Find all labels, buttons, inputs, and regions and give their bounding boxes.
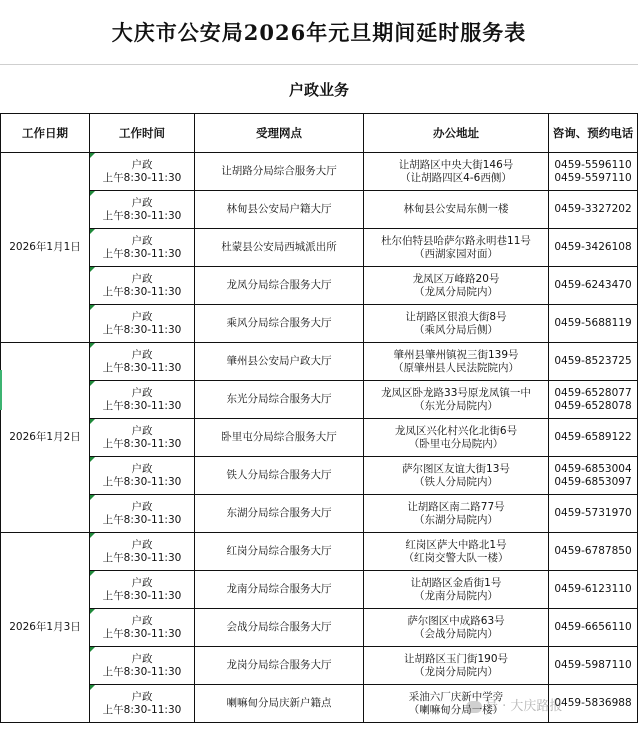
cell-date[interactable]: 2026年1月3日 <box>1 533 90 723</box>
table-row <box>1 343 638 381</box>
cell-office[interactable]: 龙凤分局综合服务大厅 <box>195 267 364 305</box>
cell-address[interactable] <box>364 457 549 495</box>
cell-phone[interactable] <box>549 191 638 229</box>
cell-address[interactable] <box>364 191 549 229</box>
cell-date[interactable]: 2026年1月2日 <box>1 343 90 533</box>
cell-address-line: （原肇州县人民法院院内） <box>393 361 519 374</box>
cell-phone-line: 0459-6787850 <box>554 545 632 557</box>
section-title: 户政业务 <box>288 80 349 99</box>
cell-address[interactable] <box>364 381 549 419</box>
cell-time[interactable] <box>90 647 195 685</box>
cell-office[interactable]: 龙南分局综合服务大厅 <box>195 571 364 609</box>
cell-phone[interactable] <box>549 571 638 609</box>
cell-time-line: 上午8:30-11:30 <box>102 475 182 488</box>
cell-phone[interactable] <box>549 343 638 381</box>
cell-phone-line: 0459-6528077 <box>554 386 632 399</box>
cell-address-line: 杜尔伯特县哈萨尔路永明巷11号 <box>381 234 531 247</box>
cell-time-line: 户政 <box>131 196 153 209</box>
cell-phone-line: 0459-5987110 <box>554 659 632 671</box>
cell-time-line: 户政 <box>131 500 153 513</box>
cell-address-line: 让胡路区南二路77号 <box>407 500 505 513</box>
cell-address[interactable] <box>364 647 549 685</box>
cell-phone[interactable] <box>549 419 638 457</box>
table-row <box>1 153 638 191</box>
cell-office[interactable]: 让胡路分局综合服务大厅 <box>195 153 364 191</box>
page-title: 大庆市公安局2026年元旦期间延时服务表 <box>111 20 527 45</box>
table-row <box>1 457 638 495</box>
table-row <box>1 381 638 419</box>
cell-address-line: （西湖家园对面） <box>414 247 498 260</box>
cell-office[interactable]: 卧里屯分局综合服务大厅 <box>195 419 364 457</box>
cell-address[interactable] <box>364 419 549 457</box>
cell-phone[interactable] <box>549 153 638 191</box>
cell-time-line: 上午8:30-11:30 <box>102 513 182 526</box>
cell-phone-line: 0459-6243470 <box>554 279 632 291</box>
cell-time-line: 上午8:30-11:30 <box>102 209 182 222</box>
cell-address[interactable] <box>364 229 549 267</box>
cell-office[interactable]: 林甸县公安局户籍大厅 <box>195 191 364 229</box>
cell-phone-line: 0459-6589122 <box>554 431 632 443</box>
cell-time-line: 户政 <box>131 576 153 589</box>
cell-address[interactable] <box>364 533 549 571</box>
watermark-text: 号 · 大庆路报 <box>485 699 563 714</box>
cell-phone[interactable] <box>549 495 638 533</box>
cell-address-line: 让胡路区中央大街146号 <box>398 158 514 171</box>
cell-time-line: 上午8:30-11:30 <box>102 627 182 640</box>
cell-phone[interactable] <box>549 381 638 419</box>
cell-address-line: （卧里屯分局院内） <box>408 437 504 450</box>
cell-time-line: 户政 <box>131 310 153 323</box>
cell-time-line: 户政 <box>131 158 153 171</box>
cell-time[interactable] <box>90 191 195 229</box>
cell-address-line: 让胡路区金盾街1号 <box>410 576 502 589</box>
cell-time-line: 上午8:30-11:30 <box>102 589 182 602</box>
cell-address-line: （乘风分局后侧） <box>414 323 498 336</box>
section-row <box>0 65 638 113</box>
cell-time-line: 户政 <box>131 652 153 665</box>
cell-time[interactable] <box>90 533 195 571</box>
cell-address-line: 肇州县肇州镇祝三街139号 <box>393 348 519 361</box>
cell-address-line: （会战分局院内） <box>414 627 498 640</box>
cell-address-line: 让胡路区银浪大街8号 <box>405 310 507 323</box>
cell-office[interactable]: 东光分局综合服务大厅 <box>195 381 364 419</box>
service-table <box>0 113 638 723</box>
cell-address-line: （龙凤分局院内） <box>414 285 498 298</box>
cell-office[interactable]: 喇嘛甸分局庆新户籍点 <box>195 685 364 723</box>
cell-time-line: 上午8:30-11:30 <box>102 171 182 184</box>
cell-time-line: 户政 <box>131 234 153 247</box>
cell-time[interactable] <box>90 229 195 267</box>
header-address: 办公地址 <box>364 114 549 153</box>
cell-phone[interactable] <box>549 533 638 571</box>
cell-phone[interactable] <box>549 305 638 343</box>
cell-time[interactable] <box>90 381 195 419</box>
cell-office[interactable]: 肇州县公安局户政大厅 <box>195 343 364 381</box>
table-row <box>1 267 638 305</box>
cell-time[interactable] <box>90 495 195 533</box>
cell-phone-line: 0459-6123110 <box>554 583 632 595</box>
table-row <box>1 609 638 647</box>
wechat-icon <box>466 701 482 713</box>
cell-time[interactable] <box>90 457 195 495</box>
cell-time-line: 上午8:30-11:30 <box>102 551 182 564</box>
cell-phone-line: 0459-5836988 <box>554 697 632 709</box>
cell-time-line: 上午8:30-11:30 <box>102 323 182 336</box>
cell-phone-line: 0459-3426108 <box>554 241 632 253</box>
cell-time-line: 户政 <box>131 462 153 475</box>
cell-address-line: （铁人分局院内） <box>414 475 498 488</box>
table-row <box>1 419 638 457</box>
cell-time[interactable] <box>90 267 195 305</box>
header-office: 受理网点 <box>195 114 364 153</box>
cell-time-line: 上午8:30-11:30 <box>102 703 182 716</box>
cell-address[interactable] <box>364 267 549 305</box>
cell-address[interactable] <box>364 571 549 609</box>
cell-date[interactable]: 2026年1月1日 <box>1 153 90 343</box>
row-resize-indicator <box>0 370 2 410</box>
cell-address-line: 让胡路区玉门街190号 <box>403 652 509 665</box>
cell-phone[interactable] <box>549 457 638 495</box>
cell-address-line: （龙南分局院内） <box>414 589 498 602</box>
cell-phone[interactable] <box>549 647 638 685</box>
cell-time[interactable] <box>90 343 195 381</box>
watermark <box>466 695 562 714</box>
cell-time-line: 上午8:30-11:30 <box>102 247 182 260</box>
cell-office[interactable]: 乘风分局综合服务大厅 <box>195 305 364 343</box>
cell-phone-line: 0459-6853004 <box>554 462 632 475</box>
cell-address-line: （龙岗分局院内） <box>414 665 498 678</box>
cell-phone-line: 0459-5688119 <box>554 317 632 329</box>
cell-office[interactable]: 会战分局综合服务大厅 <box>195 609 364 647</box>
cell-address-line: （喇嘛甸分局一楼） <box>408 703 504 716</box>
table-body <box>1 153 638 723</box>
cell-address-line: 龙凤区兴化村兴化北街6号 <box>394 424 518 437</box>
cell-time-line: 上午8:30-11:30 <box>102 437 182 450</box>
cell-address-line: 萨尔图区友谊大街13号 <box>402 462 510 475</box>
cell-address-line: （东湖分局院内） <box>414 513 498 526</box>
cell-address-line: 采油六厂庆新中学旁 <box>408 690 504 703</box>
cell-time-line: 上午8:30-11:30 <box>102 361 182 374</box>
table-row <box>1 495 638 533</box>
cell-time[interactable] <box>90 685 195 723</box>
cell-address[interactable] <box>364 495 549 533</box>
table-row <box>1 191 638 229</box>
cell-time-line: 上午8:30-11:30 <box>102 399 182 412</box>
cell-phone-line: 0459-5731970 <box>554 507 632 519</box>
table-row <box>1 533 638 571</box>
cell-time-line: 户政 <box>131 538 153 551</box>
header-phone: 咨询、预约电话 <box>549 114 638 153</box>
cell-time[interactable] <box>90 419 195 457</box>
cell-address-line: 红岗区萨大中路北1号 <box>405 538 507 551</box>
cell-time-line: 上午8:30-11:30 <box>102 285 182 298</box>
cell-address-line: （东光分局院内） <box>414 399 498 412</box>
table-row <box>1 305 638 343</box>
cell-time-line: 户政 <box>131 424 153 437</box>
cell-address[interactable] <box>364 343 549 381</box>
cell-office[interactable]: 东湖分局综合服务大厅 <box>195 495 364 533</box>
cell-time[interactable] <box>90 609 195 647</box>
cell-time[interactable] <box>90 153 195 191</box>
cell-office[interactable]: 杜蒙县公安局西城派出所 <box>195 229 364 267</box>
cell-office[interactable]: 铁人分局综合服务大厅 <box>195 457 364 495</box>
table-row <box>1 571 638 609</box>
cell-phone[interactable] <box>549 267 638 305</box>
cell-phone-line: 0459-6656110 <box>554 621 632 633</box>
cell-address-line: （红岗交警大队一楼） <box>403 551 509 564</box>
cell-time-line: 户政 <box>131 614 153 627</box>
cell-address-line: （让胡路四区4-6西侧） <box>400 171 512 184</box>
cell-address[interactable] <box>364 609 549 647</box>
table-row <box>1 647 638 685</box>
cell-phone-line: 0459-3327202 <box>554 203 632 215</box>
cell-office[interactable]: 龙岗分局综合服务大厅 <box>195 647 364 685</box>
cell-time[interactable] <box>90 305 195 343</box>
cell-phone-line: 0459-6528078 <box>554 399 632 412</box>
header-time: 工作时间 <box>90 114 195 153</box>
cell-phone[interactable] <box>549 609 638 647</box>
cell-phone[interactable] <box>549 229 638 267</box>
cell-address[interactable] <box>364 153 549 191</box>
title-row <box>0 0 638 65</box>
cell-phone-line: 0459-6853097 <box>554 475 632 488</box>
cell-time-line: 户政 <box>131 348 153 361</box>
header-date: 工作日期 <box>1 114 90 153</box>
table-row <box>1 229 638 267</box>
cell-phone-line: 0459-5597110 <box>554 171 632 184</box>
cell-time-line: 户政 <box>131 386 153 399</box>
cell-address-line: 林甸县公安局东侧一楼 <box>403 203 509 215</box>
cell-time[interactable] <box>90 571 195 609</box>
cell-address[interactable] <box>364 305 549 343</box>
cell-office[interactable]: 红岗分局综合服务大厅 <box>195 533 364 571</box>
cell-address-line: 龙凤区卧龙路33号原龙凤镇一中 <box>381 386 531 399</box>
cell-time-line: 户政 <box>131 272 153 285</box>
cell-address-line: 萨尔图区中成路63号 <box>407 614 505 627</box>
cell-phone-line: 0459-5596110 <box>554 158 632 171</box>
cell-phone-line: 0459-8523725 <box>554 355 632 367</box>
cell-time-line: 户政 <box>131 690 153 703</box>
header-row <box>1 114 638 153</box>
cell-address-line: 龙凤区万峰路20号 <box>412 272 500 285</box>
cell-time-line: 上午8:30-11:30 <box>102 665 182 678</box>
